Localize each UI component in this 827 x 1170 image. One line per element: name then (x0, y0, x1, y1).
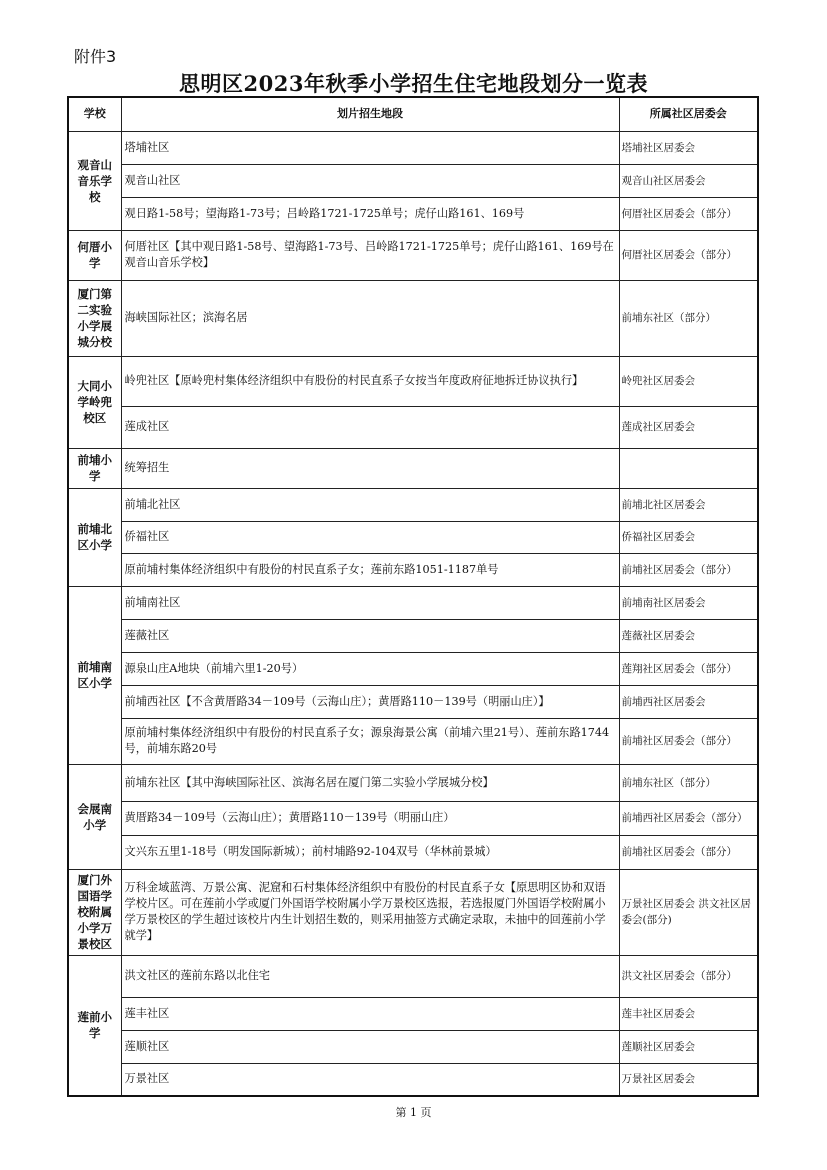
community-cell: 观音山社区居委会 (619, 164, 758, 197)
school-name-cell: 前埔南区小学 (68, 586, 121, 764)
school-name-cell: 观音山音乐学校 (68, 131, 121, 230)
header-area: 划片招生地段 (121, 97, 619, 131)
area-cell: 前埔西社区【不含黄厝路34－109号（云海山庄）；黄厝路110－139号（明丽山庄）】 (121, 685, 619, 718)
table-row (68, 997, 758, 1030)
table-row (68, 619, 758, 652)
area-cell: 莲成社区 (121, 406, 619, 448)
table-row (68, 685, 758, 718)
community-cell: 前埔西社区居委会（部分） (619, 801, 758, 835)
area-cell: 文兴东五里1-18号（明发国际新城）；前村埔路92-104双号（华林前景城） (121, 835, 619, 869)
area-cell: 莲顺社区 (121, 1030, 619, 1063)
community-cell: 前埔社区居委会（部分） (619, 718, 758, 764)
area-cell: 岭兜社区【原岭兜村集体经济组织中有股份的村民直系子女按当年度政府征地拆迁协议执行】 (121, 356, 619, 406)
page-number: 第 1 页 (395, 1106, 432, 1119)
community-cell: 莲丰社区居委会 (619, 997, 758, 1030)
community-cell: 前埔东社区（部分） (619, 280, 758, 356)
school-name-cell: 何厝小学 (68, 230, 121, 280)
table-row (68, 652, 758, 685)
table-row (68, 406, 758, 448)
community-cell: 塔埔社区居委会 (619, 131, 758, 164)
area-cell: 观音山社区 (121, 164, 619, 197)
area-cell: 莲薇社区 (121, 619, 619, 652)
area-cell: 前埔南社区 (121, 586, 619, 619)
table-row (68, 197, 758, 230)
community-cell (619, 448, 758, 488)
area-cell: 统筹招生 (121, 448, 619, 488)
community-cell: 莲翔社区居委会（部分） (619, 652, 758, 685)
area-cell: 何厝社区【其中观日路1-58号、望海路1-73号、吕岭路1721-1725单号；虎仔山路161、169号在观音山音乐学校】 (121, 230, 619, 280)
table-row (68, 131, 758, 164)
area-cell: 万景社区 (121, 1063, 619, 1096)
table-row (68, 801, 758, 835)
community-cell: 莲成社区居委会 (619, 406, 758, 448)
table-row (68, 718, 758, 764)
area-cell: 海峡国际社区；滨海名居 (121, 280, 619, 356)
community-cell: 侨福社区居委会 (619, 521, 758, 553)
header-community: 所属社区居委会 (619, 97, 758, 131)
community-cell: 何厝社区居委会（部分） (619, 230, 758, 280)
community-cell: 万景社区居委会 (619, 1063, 758, 1096)
area-cell: 侨福社区 (121, 521, 619, 553)
school-name-cell: 大同小学岭兜校区 (68, 356, 121, 448)
table-row (68, 1063, 758, 1096)
area-cell: 源泉山庄A地块（前埔六里1-20号） (121, 652, 619, 685)
table-row (68, 280, 758, 356)
school-name-cell: 会展南小学 (68, 764, 121, 869)
area-cell: 前埔北社区 (121, 488, 619, 521)
document-title: 思明区2023年秋季小学招生住宅地段划分一览表 (179, 71, 648, 96)
area-cell: 万科金域蓝湾、万景公寓、泥窟和石村集体经济组织中有股份的村民直系子女【原思明区协和双语学校片区。可在莲前小学或厦门外国语学校附属小学万景校区选报，若选报厦门外国语学校附属小学万景校区的学生超过该校片内生计划招生数的，则采用抽签方式确定录取，未抽中的回莲前小学就学】 (121, 869, 619, 955)
area-cell: 原前埔村集体经济组织中有股份的村民直系子女；源泉海景公寓（前埔六里21号）、莲前东路1744号，前埔东路20号 (121, 718, 619, 764)
community-cell: 岭兜社区居委会 (619, 356, 758, 406)
table-body (68, 131, 758, 1096)
area-cell: 黄厝路34－109号（云海山庄）；黄厝路110－139号（明丽山庄） (121, 801, 619, 835)
table-row (68, 164, 758, 197)
table-row (68, 356, 758, 406)
school-name-cell: 厦门第二实验小学展城分校 (68, 280, 121, 356)
table-row (68, 835, 758, 869)
community-cell: 前埔社区居委会（部分） (619, 835, 758, 869)
table-row (68, 521, 758, 553)
school-name-cell: 前埔北区小学 (68, 488, 121, 586)
table-row (68, 869, 758, 955)
community-cell: 洪文社区居委会（部分） (619, 955, 758, 997)
community-cell: 前埔北社区居委会 (619, 488, 758, 521)
table-row (68, 448, 758, 488)
community-cell: 万景社区居委会 洪文社区居委会(部分) (619, 869, 758, 955)
community-cell: 莲薇社区居委会 (619, 619, 758, 652)
area-cell: 原前埔村集体经济组织中有股份的村民直系子女；莲前东路1051-1187单号 (121, 553, 619, 586)
community-cell: 前埔社区居委会（部分） (619, 553, 758, 586)
area-cell: 洪文社区的莲前东路以北住宅 (121, 955, 619, 997)
table-row (68, 955, 758, 997)
school-name-cell: 前埔小学 (68, 448, 121, 488)
community-cell: 前埔南社区居委会 (619, 586, 758, 619)
community-cell: 前埔西社区居委会 (619, 685, 758, 718)
community-cell: 何厝社区居委会（部分） (619, 197, 758, 230)
table-row (68, 764, 758, 801)
table-row (68, 553, 758, 586)
table-header-row (68, 97, 758, 131)
table-row (68, 586, 758, 619)
school-name-cell: 厦门外国语学校附属小学万景校区 (68, 869, 121, 955)
header-school: 学校 (68, 97, 121, 131)
area-cell: 前埔东社区【其中海峡国际社区、滨海名居在厦门第二实验小学展城分校】 (121, 764, 619, 801)
community-cell: 前埔东社区（部分） (619, 764, 758, 801)
school-name-cell: 莲前小学 (68, 955, 121, 1096)
table-row (68, 230, 758, 280)
table-row (68, 488, 758, 521)
area-cell: 塔埔社区 (121, 131, 619, 164)
community-cell: 莲顺社区居委会 (619, 1030, 758, 1063)
area-cell: 观日路1-58号；望海路1-73号；吕岭路1721-1725单号；虎仔山路161、169号 (121, 197, 619, 230)
table-row (68, 1030, 758, 1063)
area-cell: 莲丰社区 (121, 997, 619, 1030)
attachment-label: 附件3 (74, 47, 117, 66)
allocation-table (67, 96, 759, 1097)
